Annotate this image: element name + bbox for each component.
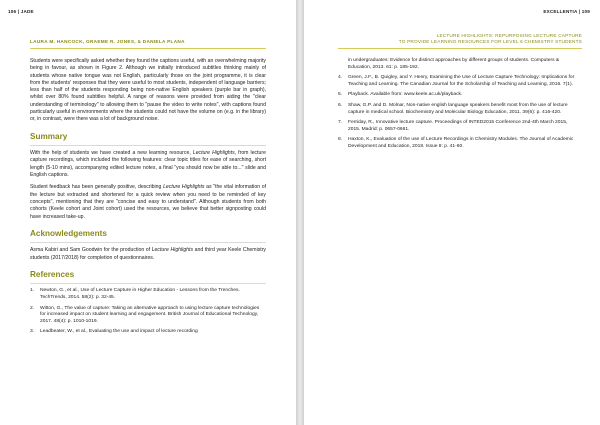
running-head-right: EXCELLENTIA | 109 (543, 9, 590, 14)
left-page (0, 0, 296, 425)
reference-item: 4. Green, J.F., B. Quigley, and Y. Henry, Examining the Use of Lecture Capture Technology: Implications for Teaching and Learning. The Canadian Journal for the Scholarship of Teaching and Learning, 2016. 7(1). (338, 75, 575, 87)
summary-paragraph-2: Student feedback has been generally positive, describing Lecture Highlights as "the vital information of the lecture but extracted and shortened for a quick review when you need to be reminded of key concepts", mentioning that they are "concise and easy to understand". Although students from both cohorts (Keele cohort and Joint cohort) used the resources, we believe that better signposting could have increased take-up. (30, 184, 266, 220)
acknowledgements-divider (30, 242, 266, 243)
authors-line: LAURA M. HANCOCK, GRAEME R. JONES, & DANIELA PLANA (30, 39, 185, 44)
article-title-line-1: LECTURE HIGHLIGHTS: REPURPOSING LECTURE CAPTURE (436, 33, 582, 38)
reference-item: 1. Newton, G., et al., Use of Lecture Capture in Higher Education - Lessons from the Trenches. TechTrends, 2014. 58(2): p. 32-45. (30, 288, 240, 301)
summary-divider (30, 145, 266, 146)
summary-heading: Summary (30, 131, 68, 141)
reference-item: 6. Shaw, G.P. and D. Molnar, Non-native english language speakers benefit most from the use of lecture capture in medical school. Biochemistry and Molecular Biology Education, 2011. 39(6): p. 416-420. (338, 102, 568, 115)
article-title-line-2: TO PROVIDE LEARNING RESOURCES FOR LEVEL 6 CHEMISTRY STUDENTS (398, 39, 582, 44)
reference-item: 3. Leadbeater, W., et al., Evaluating the use and impact of lecture recording (30, 329, 198, 335)
summary-paragraph-1: With the help of students we have created a new learning resource, Lecture Highlights, from lecture capture recordings, which included the following features: clear topic titles for ease of searching, short length (5-10 mins), accompanying edited lecture notes, a final "you should now be able to..." slide and English captions. (30, 150, 266, 179)
intro-paragraph: Students were specifically asked whether they found the captions useful, with an overwhelming majority being in favour, as shown in Figure 2. Although we initially introduced subtitles thinking mainly of students whose native tongue was not English, particularly those on the joint programme, it is clear from the students' responses that they were useful to most students, independent of language barriers; less than half of the students responding being non-native English speakers (purple bar in graph), whilst over 80% found subtitles helpful. A range of reasons were provided from aiding the "clear understanding of terminology" to allowing them to "pause the video to write notes", with captions found particularly useful in environments where the students could not have the volume on (e.g. in the library) or, in contrast, were there was a lot of background noise. (30, 58, 266, 123)
reference-continuation: in undergraduates: Evidence for distinct approaches by different groups of students. Computers & Education, 2013. 61: p. 185-192. (348, 58, 560, 70)
right-column (338, 58, 576, 155)
references-heading: References (30, 269, 75, 279)
acknowledgements-paragraph: Asma Kabiri and Sam Goodwin for the production of Lecture Highlights and third year Keele Chemistry students (2017/2018) for completion of questionnaires. (30, 247, 266, 261)
reference-item: 8. Haxton, K., Evaluation of the use of Lecture Recordings in Chemistry Modules. The Journal of Academic Development and Education, 2018. Issue 8: p. 41-60. (338, 137, 574, 149)
reference-item: 7. Ferriday, R., Innovative lecture capture. Proceedings of INTED2015 Conference 2nd-4th March 2015, 2015. Madrid: p. 0657-0661. (338, 120, 568, 132)
acknowledgements-heading: Acknowledgements (30, 228, 107, 238)
reference-item: 5. Playback. Available from: www.keele.ac.uk/playback. (338, 92, 463, 98)
running-head-left: 106 | JADE (8, 9, 34, 14)
reference-item: 2. Witton, G., The value of capture: Taking an alternative approach to using lecture capture technologies for increased impact on student learning and engagement. British Journal of Educational Technology, 2017. 48(4): p. 1010-1019. (30, 305, 260, 324)
header-rule-left (30, 48, 266, 49)
references-divider (30, 283, 266, 284)
header-rule-right (338, 48, 582, 49)
references-list-right (338, 75, 576, 150)
references-list-left (30, 288, 266, 336)
left-column (30, 58, 266, 340)
book-spine (296, 0, 304, 425)
right-page (304, 0, 600, 425)
